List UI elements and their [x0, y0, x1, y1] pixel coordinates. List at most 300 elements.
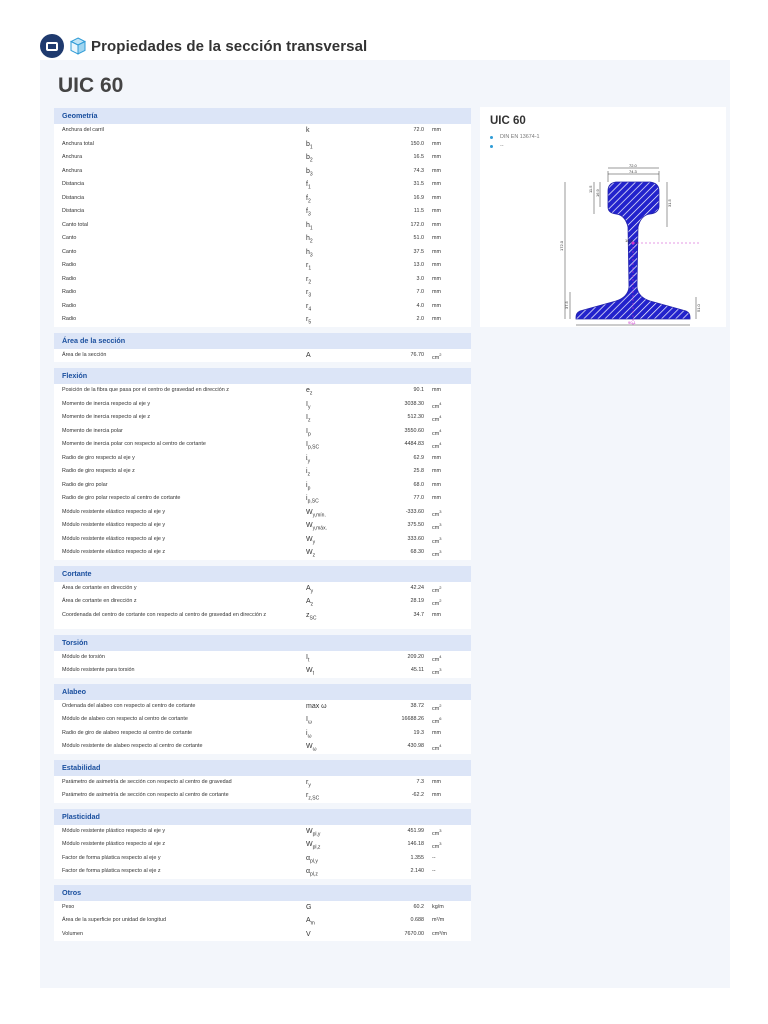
property-row	[54, 178, 471, 192]
section-0	[54, 108, 471, 327]
property-symbol	[306, 841, 320, 850]
property-symbol	[306, 168, 313, 177]
property-label: Módulo resistente plástico respecto al eje y	[62, 827, 166, 834]
unit-superscript: 2	[439, 351, 442, 357]
property-symbol	[306, 509, 326, 518]
property-symbol	[306, 730, 311, 739]
symbol-main: W	[306, 522, 313, 529]
property-unit	[432, 154, 441, 160]
unit-main: mm	[432, 302, 441, 309]
property-symbol	[306, 195, 311, 204]
property-unit	[432, 779, 441, 785]
unit-main: --	[432, 854, 436, 861]
property-label: Volumen	[62, 930, 83, 937]
symbol-subscript: 1	[309, 143, 313, 150]
figure-title: UIC 60	[490, 115, 526, 127]
unit-main: cm	[432, 843, 440, 850]
unit-main: mm	[432, 208, 441, 214]
property-symbol	[306, 855, 318, 864]
property-label: Canto total	[62, 221, 89, 228]
property-unit	[432, 387, 441, 393]
symbol-main: W	[306, 841, 313, 848]
symbol-main: r	[306, 262, 309, 269]
property-unit	[432, 168, 441, 174]
property-symbol	[306, 931, 311, 938]
symbol-subscript: y,máx.	[312, 525, 327, 532]
section-name-title: UIC 60	[58, 74, 124, 97]
symbol-main: i	[306, 481, 308, 489]
unit-superscript: 3	[439, 522, 442, 527]
property-unit	[432, 612, 441, 618]
symbol-main: α	[306, 868, 311, 875]
unit-main: cm	[432, 600, 440, 607]
unit-main: cm	[432, 705, 440, 712]
property-value: 13.0	[413, 262, 424, 268]
property-symbol	[306, 428, 311, 437]
property-unit	[432, 904, 444, 910]
unit-main: cm	[432, 830, 440, 837]
property-row	[54, 664, 471, 678]
property-value: 90.1	[413, 387, 424, 393]
property-unit	[432, 917, 444, 923]
property-value: 7.3	[416, 778, 424, 785]
property-value: 0.688	[410, 917, 424, 923]
property-row	[54, 519, 471, 533]
section-2	[54, 368, 471, 560]
property-value: 209.20	[407, 653, 424, 660]
symbol-main: r	[306, 778, 309, 786]
property-symbol	[306, 536, 315, 545]
property-label: Área de la sección	[62, 351, 107, 358]
symbol-subscript: p,SC	[307, 444, 320, 451]
symbol-subscript: z	[309, 390, 313, 397]
property-row	[54, 384, 471, 398]
unit-main: mm	[432, 235, 441, 241]
symbol-subscript: 3	[309, 251, 313, 258]
symbol-main: W	[306, 743, 313, 750]
unit-superscript: 6	[439, 716, 442, 721]
unit-main: mm	[432, 275, 441, 282]
properties-table	[54, 108, 471, 947]
property-symbol	[306, 716, 312, 725]
symbol-main: i	[306, 495, 308, 502]
symbol-main: max ω	[306, 702, 327, 710]
property-label: Momento de inercia polar	[62, 427, 123, 434]
unit-main: cm	[432, 443, 440, 450]
symbol-main: G	[306, 903, 312, 911]
dim-label-h3: 37.5	[564, 301, 569, 309]
property-unit	[432, 401, 441, 410]
symbol-subscript: p	[307, 430, 311, 437]
property-row	[54, 901, 471, 915]
property-label: Radio	[62, 289, 77, 295]
property-row	[54, 165, 471, 179]
property-label: Área de cortante en dirección z	[62, 598, 137, 604]
symbol-main: f	[306, 194, 308, 202]
dim-label-f2: 16.9	[595, 189, 600, 197]
property-value: 4484.83	[404, 441, 424, 447]
property-unit	[432, 585, 441, 594]
property-unit	[432, 195, 441, 201]
symbol-subscript: y	[312, 538, 316, 545]
symbol-main: b	[306, 154, 310, 161]
property-symbol	[306, 316, 311, 325]
unit-superscript: 3	[439, 535, 442, 541]
property-unit	[432, 549, 441, 558]
property-symbol	[306, 276, 311, 285]
symbol-main: r	[306, 275, 309, 283]
symbol-main: r	[306, 316, 309, 323]
symbol-subscript: 1	[309, 224, 313, 231]
property-symbol	[306, 868, 318, 877]
property-value: 42.24	[410, 584, 424, 591]
unit-superscript: 2	[439, 584, 442, 590]
property-row	[54, 546, 471, 560]
property-value: 2.140	[410, 868, 424, 874]
section-title: Plasticidad	[54, 809, 471, 825]
property-label: Peso	[62, 903, 75, 910]
property-unit	[432, 289, 441, 295]
property-unit	[432, 482, 441, 488]
section-7	[54, 809, 471, 879]
unit-main: mm	[432, 468, 441, 474]
symbol-subscript: 3	[307, 211, 311, 218]
property-symbol	[306, 249, 313, 258]
property-row	[54, 789, 471, 803]
unit-main: mm	[432, 792, 441, 798]
unit-main: mm	[432, 221, 441, 228]
symbol-subscript: pl,y	[310, 857, 318, 864]
property-value: 512.30	[407, 414, 424, 420]
property-unit	[432, 303, 441, 309]
property-symbol	[306, 549, 315, 558]
symbol-subscript: z	[307, 417, 311, 424]
section-title: Estabilidad	[54, 760, 471, 776]
property-label: Posición de la fibra que pasa por el centro de gravedad en dirección z	[62, 387, 229, 393]
symbol-main: A	[306, 917, 311, 924]
symbol-subscript: pl,z	[312, 844, 321, 851]
property-value: 25.8	[413, 468, 424, 474]
property-value: 60.2	[413, 903, 424, 910]
symbol-subscript: z,SC	[308, 795, 320, 802]
symbol-main: I	[306, 400, 308, 408]
symbol-subscript: 2	[307, 197, 311, 204]
figure-bullets	[490, 133, 540, 151]
property-symbol	[306, 127, 310, 134]
property-label: Anchura	[62, 154, 83, 160]
unit-main: mm	[432, 778, 441, 785]
unit-main: mm	[432, 611, 441, 618]
property-symbol	[306, 303, 311, 312]
section-5	[54, 684, 471, 754]
symbol-main: W	[306, 549, 313, 556]
property-value: 146.18	[407, 841, 424, 847]
property-row	[54, 232, 471, 246]
property-row	[54, 465, 471, 479]
property-value: 1.355	[410, 854, 424, 861]
property-value: -333.60	[405, 508, 424, 515]
symbol-main: I	[306, 653, 308, 661]
property-row	[54, 300, 471, 314]
unit-superscript: 2	[439, 598, 442, 603]
symbol-main: W	[306, 827, 313, 835]
property-row	[54, 438, 471, 452]
property-value: 16.9	[413, 194, 424, 201]
property-label: Anchura total	[62, 140, 94, 147]
property-value: 333.60	[407, 535, 424, 542]
property-label: Módulo resistente elástico respecto al eje z	[62, 549, 166, 555]
property-row	[54, 411, 471, 425]
section-3	[54, 566, 471, 629]
property-unit	[432, 455, 441, 461]
unit-main: mm	[432, 154, 441, 160]
property-value: 7670.00	[404, 930, 424, 937]
property-symbol	[306, 703, 327, 710]
unit-main: mm	[432, 316, 441, 322]
property-row	[54, 740, 471, 754]
property-value: 19.3	[413, 729, 424, 736]
unit-main: mm	[432, 387, 441, 393]
section-title: Otros	[54, 885, 471, 901]
property-value: 68.30	[410, 549, 424, 555]
property-value: 16.5	[413, 154, 424, 160]
property-value: 16688.26	[401, 716, 424, 722]
unit-main: mm	[432, 454, 441, 461]
property-symbol	[306, 441, 319, 450]
property-value: 11.5	[413, 208, 424, 214]
property-symbol	[306, 387, 312, 396]
unit-main: m²/m	[432, 917, 445, 923]
property-row	[54, 124, 471, 138]
property-row	[54, 713, 471, 727]
property-label: Distancia	[62, 208, 85, 214]
property-unit	[432, 495, 441, 501]
symbol-subscript: z	[312, 552, 316, 559]
unit-superscript: 4	[439, 441, 442, 446]
figure-bullet: DIN EN 13674-1	[490, 133, 540, 142]
dim-label-k: 72.0	[629, 163, 637, 168]
dim-label-f3: 11.5	[588, 185, 593, 193]
property-symbol	[306, 468, 310, 477]
symbol-subscript: y	[307, 403, 311, 410]
property-row	[54, 192, 471, 206]
property-label: Módulo resistente plástico respecto al eje z	[62, 841, 166, 847]
property-unit	[432, 414, 441, 423]
property-symbol	[306, 654, 309, 663]
property-value: 451.99	[407, 827, 424, 834]
unit-superscript: 3	[439, 549, 442, 554]
property-row	[54, 286, 471, 300]
symbol-subscript: ω	[307, 732, 312, 739]
property-row	[54, 205, 471, 219]
property-label: Módulo resistente para torsión	[62, 667, 135, 673]
unit-main: cm	[432, 430, 440, 437]
property-symbol	[306, 401, 310, 410]
property-unit	[432, 598, 441, 607]
property-unit	[432, 654, 441, 663]
unit-main: cm	[432, 524, 440, 531]
dim-label-h1: 172.0	[559, 240, 564, 251]
symbol-main: b	[306, 140, 310, 148]
property-unit	[432, 352, 441, 361]
property-unit	[432, 208, 441, 214]
page-header	[40, 32, 367, 60]
unit-superscript: 2	[439, 702, 442, 708]
property-label: Radio de giro respecto al eje y	[62, 454, 135, 461]
property-label: Módulo resistente de alabeo respecto al centro de cortante	[62, 743, 203, 749]
property-value: 430.98	[407, 743, 424, 749]
property-symbol	[306, 455, 310, 464]
section-8	[54, 885, 471, 942]
unit-main: mm	[432, 248, 441, 255]
property-label: Radio	[62, 262, 77, 268]
section-1	[54, 333, 471, 363]
property-value: -62.2	[411, 792, 424, 798]
property-symbol	[306, 154, 313, 163]
property-label: Radio	[62, 316, 77, 322]
property-row	[54, 479, 471, 493]
property-unit	[432, 181, 441, 187]
property-symbol	[306, 181, 311, 190]
symbol-main: A	[306, 598, 311, 605]
property-label: Módulo resistente elástico respecto al eje y	[62, 535, 166, 542]
section-title: Geometría	[54, 108, 471, 124]
symbol-main: f	[306, 208, 308, 215]
property-unit	[432, 931, 447, 937]
property-row	[54, 151, 471, 165]
symbol-subscript: t	[307, 656, 310, 663]
property-unit	[432, 536, 441, 545]
dim-label-b2: 16.5	[625, 238, 633, 243]
property-label: Factor de forma plástica respecto al eje z	[62, 868, 161, 874]
symbol-subscript: y	[307, 457, 311, 464]
cube-icon	[70, 37, 86, 55]
property-symbol	[306, 779, 311, 788]
unit-superscript: 4	[439, 743, 442, 748]
dim-label-h2: 51.0	[696, 304, 701, 312]
property-symbol	[306, 482, 310, 491]
property-unit	[432, 522, 441, 531]
unit-main: kg/m	[432, 903, 444, 910]
property-label: Factor de forma plástica respecto al eje y	[62, 854, 161, 861]
symbol-subscript: 2	[308, 278, 312, 285]
property-row	[54, 700, 471, 714]
bullet-dot-icon	[490, 145, 493, 148]
symbol-subscript: ω	[307, 719, 312, 726]
unit-main: cm³/m	[432, 930, 447, 937]
property-value: 31.5	[413, 181, 424, 187]
property-symbol	[306, 414, 310, 423]
symbol-subscript: SC	[309, 614, 317, 621]
property-symbol	[306, 917, 315, 926]
property-label: Módulo de alabeo con respecto al centro de cortante	[62, 716, 188, 722]
property-row	[54, 219, 471, 233]
symbol-main: b	[306, 167, 310, 175]
property-symbol	[306, 743, 317, 752]
unit-main: mm	[432, 181, 441, 187]
property-row	[54, 259, 471, 273]
symbol-main: W	[306, 667, 313, 674]
symbol-main: k	[306, 127, 310, 134]
unit-main: cm	[432, 656, 440, 663]
property-label: Radio de giro polar	[62, 481, 108, 488]
unit-main: mm	[432, 729, 441, 736]
symbol-subscript: p	[307, 484, 311, 491]
property-unit	[432, 828, 441, 837]
property-value: 34.7	[413, 611, 424, 618]
property-unit	[432, 855, 436, 861]
unit-main: cm	[432, 669, 440, 676]
symbol-subscript: p,SC	[307, 498, 319, 505]
symbol-main: e	[306, 387, 310, 394]
property-value: 3550.60	[404, 427, 424, 434]
unit-main: cm	[432, 511, 440, 518]
symbol-main: I	[306, 716, 308, 723]
symbol-main: h	[306, 235, 310, 242]
property-value: 7.0	[416, 289, 424, 295]
unit-main: --	[432, 868, 436, 874]
unit-superscript: 3	[439, 667, 442, 672]
property-label: Coordenada del centro de cortante con respecto al centro de gravedad en dirección z	[62, 611, 267, 618]
property-label: Parámetro de asimetría de sección con respecto al centro de gravedad	[62, 778, 232, 785]
property-label: Radio de giro polar respecto al centro de cortante	[62, 495, 181, 501]
symbol-subscript: t	[312, 670, 314, 677]
property-row	[54, 865, 471, 879]
property-symbol	[306, 828, 320, 837]
property-unit	[432, 468, 441, 474]
rail-profile	[576, 182, 690, 319]
property-symbol	[306, 495, 319, 504]
unit-main: cm	[432, 718, 440, 725]
dim-label-centroid: 90.1	[628, 320, 636, 325]
property-value: 375.50	[407, 522, 424, 528]
rail-section-drawing	[550, 147, 710, 327]
unit-main: cm	[432, 354, 440, 361]
property-value: 4.0	[416, 302, 424, 309]
property-row	[54, 727, 471, 741]
property-value: 68.0	[413, 481, 424, 488]
property-symbol	[306, 352, 311, 359]
property-value: 51.0	[413, 235, 424, 241]
property-symbol	[306, 262, 311, 271]
section-title: Alabeo	[54, 684, 471, 700]
property-unit	[432, 868, 436, 874]
property-label: Radio	[62, 302, 77, 309]
property-label: Distancia	[62, 181, 85, 187]
unit-main: mm	[432, 140, 441, 147]
property-value: 74.3	[413, 167, 424, 174]
property-row	[54, 838, 471, 852]
property-unit	[432, 316, 441, 322]
property-label: Anchura del carril	[62, 127, 104, 133]
property-unit	[432, 509, 441, 518]
unit-main: cm	[432, 538, 440, 545]
unit-superscript: 3	[439, 827, 442, 833]
unit-superscript: 4	[439, 427, 442, 433]
unit-main: mm	[432, 127, 441, 133]
property-row	[54, 313, 471, 327]
property-unit	[432, 141, 441, 147]
property-row	[54, 914, 471, 928]
page-title: Propiedades de la sección transversal	[91, 37, 368, 55]
symbol-subscript: pl,z	[310, 871, 318, 878]
property-row	[54, 246, 471, 260]
property-symbol	[306, 667, 314, 676]
property-value: 2.0	[416, 316, 424, 322]
property-label: Canto	[62, 235, 77, 241]
property-row	[54, 273, 471, 287]
unit-main: cm	[432, 551, 440, 558]
